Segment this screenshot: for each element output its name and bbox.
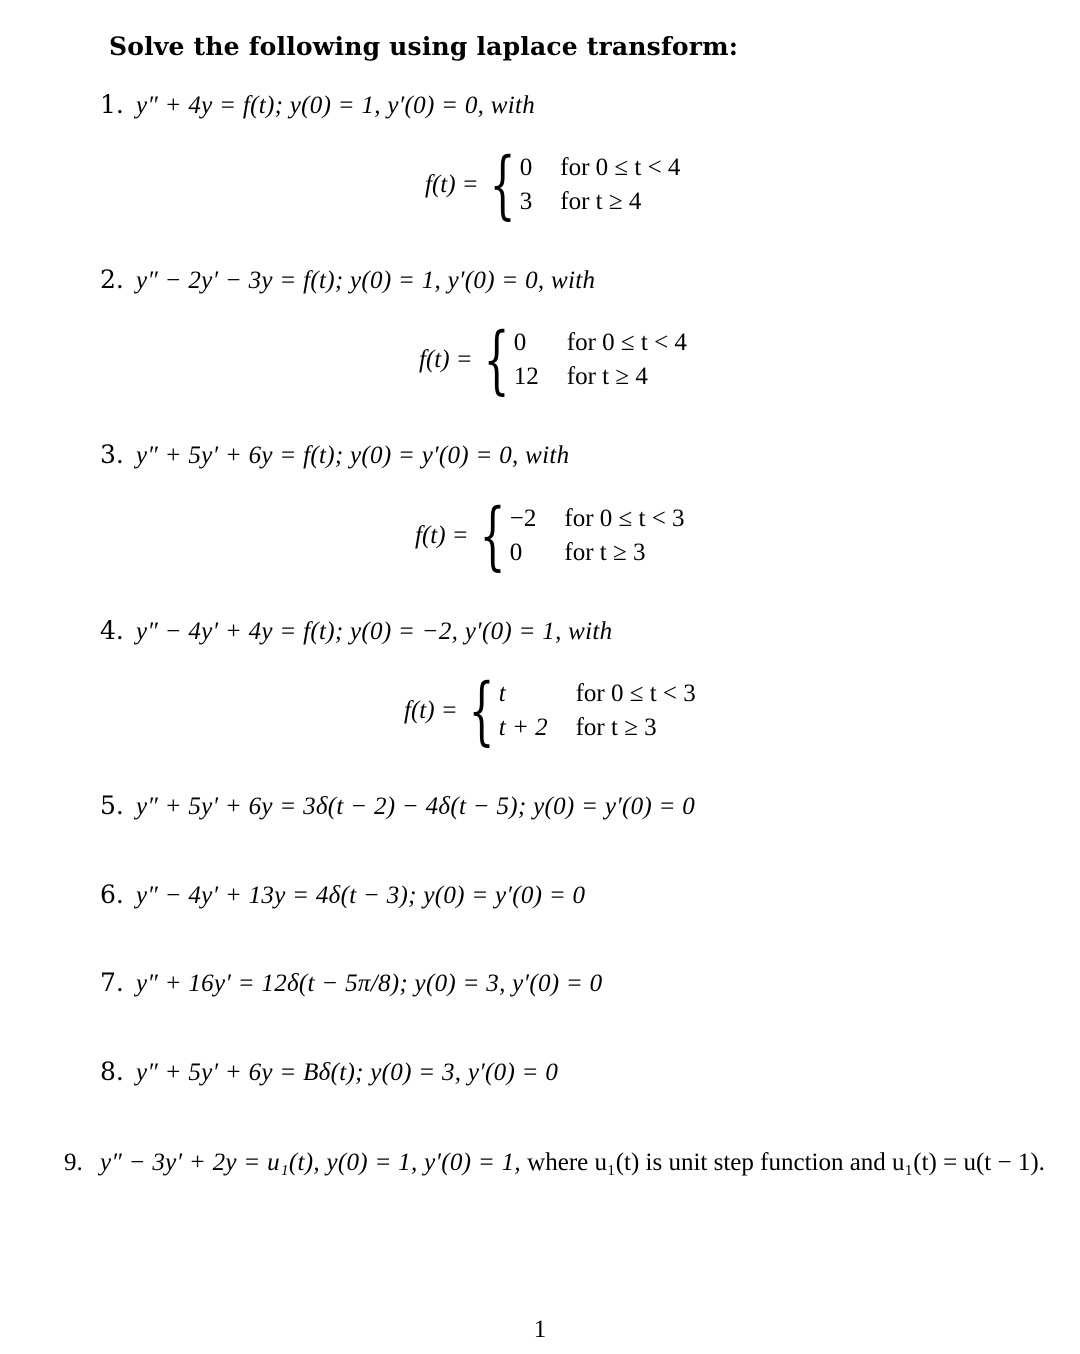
case-condition: for 0 ≤ t < 3 [564,505,685,532]
problem-5 [100,791,1030,821]
problem-equation: y″ + 4y = f(t); y(0) = 1, y′(0) = 0, with [136,92,536,119]
problem-2 [100,265,1030,295]
piecewise-lhs: f(t) = [419,346,473,373]
page-number: 1 [533,1316,547,1343]
case-condition: for 0 ≤ t < 4 [560,154,681,181]
problem-equation: y″ + 16y′ = 12δ(t − 5π/8); y(0) = 3, y′(0) = 0 [136,970,603,997]
piecewise-lhs: f(t) = [415,522,469,549]
case-value: 12 [513,363,539,390]
problem-number: 4. [100,616,124,645]
problem-equation: y″ + 5y′ + 6y = f(t); y(0) = y′(0) = 0, with [136,442,570,469]
problem-equation: y″ + 5y′ + 6y = 3δ(t − 2) − 4δ(t − 5); y(0) = y′(0) = 0 [136,793,696,820]
case-value: 0 [519,154,533,181]
problem-number: 1. [100,90,124,119]
problem-number: 8. [100,1057,124,1086]
piecewise-function-2 [419,317,687,403]
piecewise-function-3 [415,493,685,579]
brace: { [489,142,516,228]
piecewise-cases [520,154,681,216]
piecewise-function-4 [404,668,696,754]
piecewise-function-1 [425,142,681,228]
problem-3 [100,440,1030,470]
problem-text: where u₁(t) is unit step function and u₁(t) = u(t − 1). [527,1149,1045,1176]
case-condition: for t ≥ 3 [564,539,646,566]
problem-4 [100,616,1030,646]
piecewise-lhs: f(t) = [425,171,479,198]
case-condition: for 0 ≤ t < 4 [566,329,687,356]
page-heading: Solve the following using laplace transform: [109,32,739,61]
problem-equation: y″ + 5y′ + 6y = Bδ(t); y(0) = 3, y′(0) = 0 [136,1059,559,1086]
piecewise-cases [514,329,687,391]
case-value: 0 [509,539,523,566]
case-condition: for t ≥ 4 [560,188,642,215]
problem-number: 9. [64,1149,83,1176]
problem-7 [100,968,1030,998]
problem-equation: y″ − 4y′ + 4y = f(t); y(0) = −2, y′(0) = 1, with [136,618,613,645]
case-value: −2 [509,505,537,532]
case-value: 0 [513,329,527,356]
problem-number: 6. [100,880,124,909]
case-value: t + 2 [498,714,548,741]
problem-equation: y″ − 3y′ + 2y = u₁(t), y(0) = 1, y′(0) = 1, [100,1149,521,1176]
case-condition: for 0 ≤ t < 3 [575,680,696,707]
problem-9 [64,1147,1066,1179]
case-value: t [498,680,506,707]
piecewise-cases [499,680,696,742]
problem-equation: y″ − 2y′ − 3y = f(t); y(0) = 1, y′(0) = 0, with [136,267,596,294]
problem-1 [100,90,1030,120]
case-condition: for t ≥ 3 [575,714,657,741]
case-condition: for t ≥ 4 [566,363,648,390]
problem-6 [100,880,1030,910]
problem-number: 5. [100,791,124,820]
problem-number: 7. [100,968,124,997]
problem-equation: y″ − 4y′ + 13y = 4δ(t − 3); y(0) = y′(0) = 0 [136,882,586,909]
problem-number: 2. [100,265,124,294]
problem-number: 3. [100,440,124,469]
problem-8 [100,1057,1030,1087]
brace: { [483,317,510,403]
piecewise-cases [510,505,685,567]
case-value: 3 [519,188,533,215]
piecewise-lhs: f(t) = [404,697,458,724]
brace: { [468,668,495,754]
brace: { [479,493,506,579]
